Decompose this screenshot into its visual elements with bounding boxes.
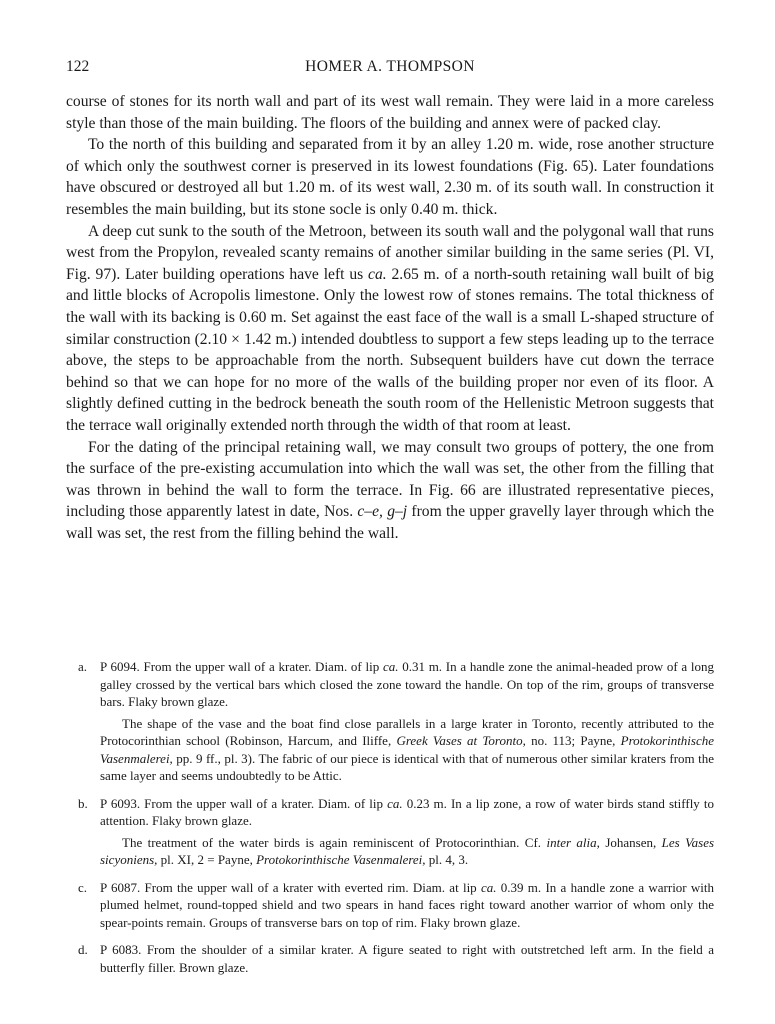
note-text: pl. XI, 2 = Payne, xyxy=(160,852,253,867)
paragraph-4-text-a: For the dating of the principal retaining wall, we may consult two groups of pottery, the one from the surface of the pre-existing accumulation into which the wall was set, the other from the filling that was thrown in behind the wall to form the terrace. In Fig. 66 are illustrated representative pieces, including those apparently latest in date, Nos. xyxy=(66,438,714,521)
note-text: P 6093. From the upper wall of a krater. Diam. of lip xyxy=(100,795,384,811)
note-commentary xyxy=(100,834,714,869)
note-text: pp. 9 ff., pl. 3). The fabric of our piece is identical with that of numerous other similar kraters from the same layer and seems undoubtedly to be Attic. xyxy=(100,750,715,783)
book-title: Les Vases sicyoniens, xyxy=(100,834,715,867)
note-text: 0.31 m. In a handle zone the animal-headed prow of a long galley crossed by the vertical bars which closed the zone toward the handle. On top of the rim, groups of transverse bars. Flaky brown glaze. xyxy=(100,659,714,709)
note-c xyxy=(78,879,714,932)
paragraph-3-text-b: 2.65 m. of a north-south retaining wall built of big and little blocks of Acropolis limestone. Only the lowest row of stones remains. The total thickness of the wall with its backing is 0.60 m. Set against the east face of the wall is a small L-shaped structure of similar construction (2.10 × 1.42 m.) intended doubtless to support a few steps leading up to the terrace above, the steps to be approachable from the north. Subsequent builders have cut down the terrace behind so that we can hope for no more of the walls of the building proper nor even of its floor. A slightly defined cutting in the bedrock beneath the south room of the Hellenistic Metroon suggests that the terrace wall originally extended north through the width of that room at least. xyxy=(66,265,714,434)
paragraph-3-text-a: A deep cut sunk to the south of the Metroon, between its south wall and the polygonal wall that runs west from the Propylon, revealed scanty remains of another similar building in the same series (Pl. VI, Fig. 97). Later building operations have left us xyxy=(66,222,714,283)
paragraph-2: To the north of this building and separated from it by an alley 1.20 m. wide, rose another structure of which only the southwest corner is preserved in its lowest foundations (Fig. 65). Later foundations have obscured or destroyed all but 1.20 m. of its west wall, 2.30 m. of its south wall. In construction it resembles the main building, but its stone socle is only 0.40 m. thick. xyxy=(66,136,714,218)
note-text: P 6094. From the upper wall of a krater. Diam. of lip xyxy=(100,659,380,674)
note-a xyxy=(78,658,714,785)
note-entry xyxy=(100,658,714,711)
note-text: pl. 4, 3. xyxy=(428,852,469,867)
item-range-1: c–e, xyxy=(357,503,383,521)
note-text: 0.39 m. In a handle zone a warrior with plumed helmet, round-topped shield and two spears in hand faces right toward another warrior of whom only the spear-points remain. Groups of transverse bars on top of rim. Flaky brown glaze. xyxy=(100,879,715,930)
paragraph-3 xyxy=(66,221,714,437)
note-text: 0.23 m. In a lip zone, a row of water birds stand stiffly to attention. Flaky brown glaze. xyxy=(100,795,714,828)
book-title: Protokorinthische Vasenmalerei, xyxy=(256,852,426,867)
latin-phrase: inter alia, xyxy=(546,834,600,850)
note-b xyxy=(78,795,714,869)
item-range-2: g–j xyxy=(387,503,408,521)
note-text: P 6083. From the shoulder of a similar krater. A figure seated to right with outstretched left arm. In the field a butterfly filler. Brown glaze. xyxy=(100,942,714,975)
abbr-circa: ca. xyxy=(480,879,497,895)
page-number: 122 xyxy=(66,58,90,75)
abbr-circa: ca. xyxy=(368,265,387,283)
note-text: Johansen, xyxy=(605,834,657,850)
catalogue-notes xyxy=(78,658,714,986)
running-head: HOMER A. THOMPSON xyxy=(305,58,475,75)
note-text: The treatment of the water birds is again reminiscent of Protocorinthian. Cf. xyxy=(122,834,542,850)
note-text: The shape of the vase and the boat find close parallels in a large krater in Toronto, recently attributed to the Protocorinthian school (Robinson, Harcum, and Iliffe, xyxy=(100,715,714,748)
abbr-circa: ca. xyxy=(382,659,399,674)
note-label: a. xyxy=(78,659,88,674)
note-label: d. xyxy=(78,942,88,957)
note-label: b. xyxy=(78,795,88,811)
paragraph-1: course of stones for its north wall and part of its west wall remain. They were laid in a more careless style than those of the main building. The floors of the building and annex were of packed clay. xyxy=(66,93,714,132)
note-d xyxy=(78,941,714,976)
note-entry xyxy=(100,879,714,932)
note-text: P 6087. From the upper wall of a krater with everted rim. Diam. at lip xyxy=(100,879,477,895)
note-entry xyxy=(100,941,714,976)
abbr-circa: ca. xyxy=(387,795,403,811)
paragraph-4 xyxy=(66,437,714,545)
note-commentary xyxy=(100,715,714,785)
note-entry xyxy=(100,795,714,830)
note-label: c. xyxy=(78,879,88,895)
note-text: no. 113; Payne, xyxy=(531,733,616,748)
page-header xyxy=(66,58,714,78)
book-title: Greek Vases at Toronto, xyxy=(396,733,526,748)
body-text xyxy=(66,91,714,544)
paragraph-4-text-b: from the upper gravelly layer through which the wall was set, the rest from the filling behind the wall. xyxy=(66,503,714,542)
book-title: Protokorinthische Vasenmalerei, xyxy=(100,733,715,766)
